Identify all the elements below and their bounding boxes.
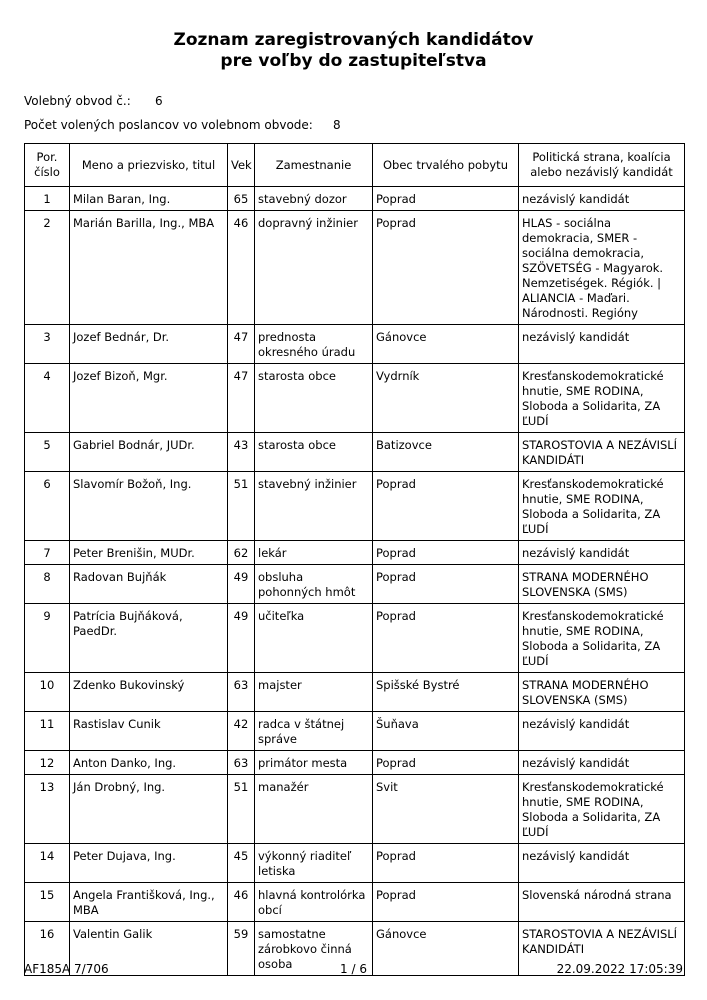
- cell-town: Poprad: [373, 211, 519, 325]
- cell-party: STRANA MODERNÉHO SLOVENSKA (SMS): [519, 673, 685, 712]
- cell-number: 6: [25, 472, 70, 541]
- cell-age: 45: [228, 844, 255, 883]
- cell-number: 4: [25, 364, 70, 433]
- cell-town: Vydrník: [373, 364, 519, 433]
- cell-number: 8: [25, 565, 70, 604]
- cell-town: Poprad: [373, 541, 519, 565]
- cell-party: nezávislý kandidát: [519, 844, 685, 883]
- cell-job: dopravný inžinier: [255, 211, 373, 325]
- cell-job: primátor mesta: [255, 751, 373, 775]
- cell-party: Kresťanskodemokratické hnutie, SME RODINA, Sloboda a Solidarita, ZA ĽUDÍ: [519, 364, 685, 433]
- cell-job: hlavná kontrolórka obcí: [255, 883, 373, 922]
- table-row: [25, 187, 685, 211]
- table-row: [25, 325, 685, 364]
- cell-party: Kresťanskodemokratické hnutie, SME RODINA, Sloboda a Solidarita, ZA ĽUDÍ: [519, 775, 685, 844]
- table-row: [25, 844, 685, 883]
- cell-town: Šuňava: [373, 712, 519, 751]
- cell-party: nezávislý kandidát: [519, 712, 685, 751]
- cell-name: Angela Františková, Ing., MBA: [70, 883, 228, 922]
- cell-job: prednosta okresného úradu: [255, 325, 373, 364]
- cell-name: Patrícia Bujňáková, PaedDr.: [70, 604, 228, 673]
- cell-name: Rastislav Cunik: [70, 712, 228, 751]
- title-line-1: Zoznam zaregistrovaných kandidátov: [173, 30, 534, 50]
- cell-name: Gabriel Bodnár, JUDr.: [70, 433, 228, 472]
- cell-age: 59: [228, 922, 255, 976]
- cell-town: Gánovce: [373, 325, 519, 364]
- table-row: [25, 883, 685, 922]
- cell-party: nezávislý kandidát: [519, 325, 685, 364]
- cell-name: Radovan Bujňák: [70, 565, 228, 604]
- cell-town: Poprad: [373, 844, 519, 883]
- cell-name: Valentin Galik: [70, 922, 228, 976]
- cell-job: manažér: [255, 775, 373, 844]
- table-row: [25, 364, 685, 433]
- cell-age: 46: [228, 211, 255, 325]
- table-row: [25, 472, 685, 541]
- cell-age: 63: [228, 751, 255, 775]
- cell-age: 49: [228, 565, 255, 604]
- cell-name: Jozef Bizoň, Mgr.: [70, 364, 228, 433]
- footer-code: AF185A 7/706: [24, 962, 109, 976]
- cell-job: stavebný dozor: [255, 187, 373, 211]
- cell-number: 10: [25, 673, 70, 712]
- table-row: [25, 673, 685, 712]
- cell-job: výkonný riaditeľ letiska: [255, 844, 373, 883]
- cell-party: Kresťanskodemokratické hnutie, SME RODINA, Sloboda a Solidarita, ZA ĽUDÍ: [519, 472, 685, 541]
- cell-name: Jozef Bednár, Dr.: [70, 325, 228, 364]
- table-row: [25, 751, 685, 775]
- cell-job: starosta obce: [255, 364, 373, 433]
- district-value: 6: [155, 94, 163, 108]
- cell-party: STRANA MODERNÉHO SLOVENSKA (SMS): [519, 565, 685, 604]
- footer-datetime: 22.09.2022 17:05:39: [556, 962, 683, 976]
- cell-number: 7: [25, 541, 70, 565]
- cell-number: 1: [25, 187, 70, 211]
- cell-name: Ján Drobný, Ing.: [70, 775, 228, 844]
- district-info: [24, 94, 163, 108]
- table-row: [25, 604, 685, 673]
- seats-value: 8: [333, 118, 341, 132]
- seats-label: Počet volených poslancov vo volebnom obvode:: [24, 118, 313, 132]
- cell-age: 47: [228, 325, 255, 364]
- title-line-2: pre voľby do zastupiteľstva: [220, 51, 487, 71]
- cell-number: 2: [25, 211, 70, 325]
- cell-number: 9: [25, 604, 70, 673]
- cell-party: nezávislý kandidát: [519, 541, 685, 565]
- cell-number: 11: [25, 712, 70, 751]
- cell-party: Slovenská národná strana: [519, 883, 685, 922]
- cell-job: obsluha pohonných hmôt: [255, 565, 373, 604]
- cell-party: STAROSTOVIA A NEZÁVISLÍ KANDIDÁTI: [519, 433, 685, 472]
- cell-job: učiteľka: [255, 604, 373, 673]
- cell-name: Marián Barilla, Ing., MBA: [70, 211, 228, 325]
- cell-age: 49: [228, 604, 255, 673]
- cell-job: radca v štátnej správe: [255, 712, 373, 751]
- cell-town: Batizovce: [373, 433, 519, 472]
- cell-job: stavebný inžinier: [255, 472, 373, 541]
- cell-age: 42: [228, 712, 255, 751]
- cell-age: 62: [228, 541, 255, 565]
- cell-town: Poprad: [373, 604, 519, 673]
- cell-party: Kresťanskodemokratické hnutie, SME RODINA, Sloboda a Solidarita, ZA ĽUDÍ: [519, 604, 685, 673]
- cell-job: majster: [255, 673, 373, 712]
- candidates-table: [24, 143, 685, 976]
- seats-info: [24, 118, 341, 132]
- header-town: Obec trvalého pobytu: [373, 144, 519, 187]
- table-row: [25, 211, 685, 325]
- header-party: Politická strana, koalícia alebo nezávislý kandidát: [519, 144, 685, 187]
- cell-town: Gánovce: [373, 922, 519, 976]
- table-row: [25, 712, 685, 751]
- header-job: Zamestnanie: [255, 144, 373, 187]
- header-name: Meno a priezvisko, titul: [70, 144, 228, 187]
- table-header-row: [25, 144, 685, 187]
- district-label: Volebný obvod č.:: [24, 94, 131, 108]
- cell-age: 63: [228, 673, 255, 712]
- cell-party: nezávislý kandidát: [519, 187, 685, 211]
- header-age: Vek: [228, 144, 255, 187]
- footer-page-number: 1 / 6: [340, 962, 367, 976]
- header-number: Por. číslo: [25, 144, 70, 187]
- cell-age: 51: [228, 472, 255, 541]
- cell-party: STAROSTOVIA A NEZÁVISLÍ KANDIDÁTI: [519, 922, 685, 976]
- cell-town: Poprad: [373, 565, 519, 604]
- cell-number: 3: [25, 325, 70, 364]
- cell-town: Svit: [373, 775, 519, 844]
- cell-age: 51: [228, 775, 255, 844]
- page-title: [0, 30, 707, 72]
- table-row: [25, 775, 685, 844]
- cell-number: 5: [25, 433, 70, 472]
- table-row: [25, 433, 685, 472]
- cell-number: 15: [25, 883, 70, 922]
- cell-name: Peter Brenišin, MUDr.: [70, 541, 228, 565]
- table-row: [25, 541, 685, 565]
- cell-number: 13: [25, 775, 70, 844]
- cell-number: 12: [25, 751, 70, 775]
- cell-job: samostatne zárobkovo činná osoba: [255, 922, 373, 976]
- cell-town: Poprad: [373, 883, 519, 922]
- cell-town: Poprad: [373, 472, 519, 541]
- cell-job: starosta obce: [255, 433, 373, 472]
- cell-town: Poprad: [373, 751, 519, 775]
- cell-name: Zdenko Bukovinský: [70, 673, 228, 712]
- cell-age: 46: [228, 883, 255, 922]
- cell-job: lekár: [255, 541, 373, 565]
- cell-name: Milan Baran, Ing.: [70, 187, 228, 211]
- cell-party: HLAS - sociálna demokracia, SMER - sociálna demokracia, SZÖVETSÉG - Magyarok. Nemzetiségek. Régiók. | ALIANCIA - Maďari. Národnosti. Regióny: [519, 211, 685, 325]
- cell-name: Peter Dujava, Ing.: [70, 844, 228, 883]
- cell-town: Poprad: [373, 187, 519, 211]
- cell-number: 14: [25, 844, 70, 883]
- cell-party: nezávislý kandidát: [519, 751, 685, 775]
- cell-age: 47: [228, 364, 255, 433]
- cell-town: Spišské Bystré: [373, 673, 519, 712]
- cell-number: 16: [25, 922, 70, 976]
- cell-name: Anton Danko, Ing.: [70, 751, 228, 775]
- cell-age: 43: [228, 433, 255, 472]
- cell-age: 65: [228, 187, 255, 211]
- cell-name: Slavomír Božoň, Ing.: [70, 472, 228, 541]
- table-row: [25, 565, 685, 604]
